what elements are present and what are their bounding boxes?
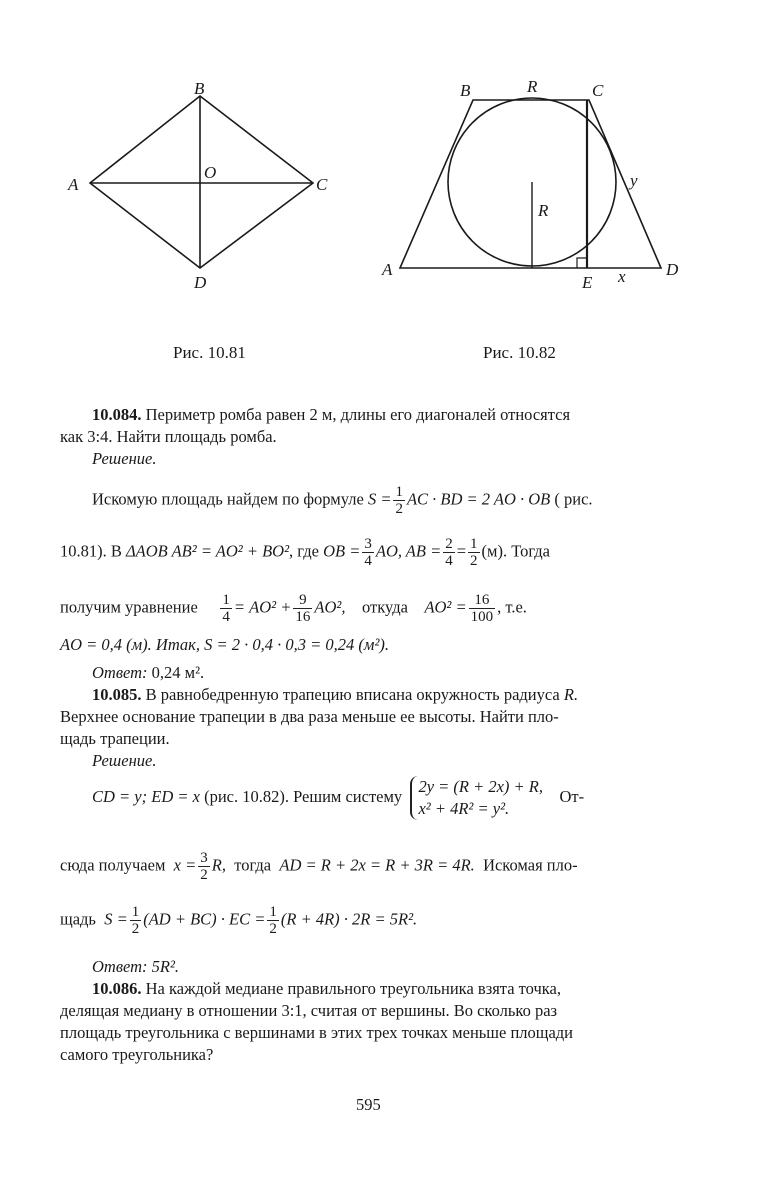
formula: CD = y; ED = x [92, 786, 200, 806]
label-c: C [316, 175, 328, 194]
text: щадь [60, 909, 96, 929]
p085-line1 [92, 684, 578, 706]
fraction [468, 536, 480, 569]
p085-sol-line2 [60, 850, 578, 883]
fraction [220, 592, 232, 625]
label-x: x [618, 267, 626, 286]
numerator: 9 [293, 592, 312, 609]
denominator: 4 [364, 553, 372, 569]
fraction [130, 904, 142, 937]
p085-line3: щадь трапеции. [60, 729, 170, 748]
answer-value: 0,24 м². [147, 663, 205, 682]
formula: R. [563, 685, 579, 704]
formula: AO², [314, 597, 346, 617]
answer-value: 5R². [147, 957, 180, 976]
label-e: E [582, 273, 593, 292]
denominator: 2 [200, 867, 208, 883]
label-a: A [68, 175, 79, 194]
page-number: 595 [356, 1095, 381, 1114]
numerator: 1 [131, 904, 140, 920]
numerator: 1 [222, 592, 230, 608]
formula: AO, AB = [375, 541, 442, 561]
text: Искомая пло- [483, 855, 578, 875]
p085-number: 10.085. [92, 685, 142, 704]
text: тогда [234, 855, 272, 875]
p086-number: 10.086. [92, 979, 142, 998]
text: (рис. 10.82). Решим систему [199, 786, 403, 806]
text: Искомую площадь найдем по формуле [92, 489, 368, 509]
label-b: B [460, 81, 471, 100]
equation-1: 2y = (R + 2x) + R, [418, 777, 544, 796]
formula: S = [104, 909, 128, 929]
label-r-mid: R [538, 201, 549, 220]
label-c: C [592, 81, 604, 100]
p084-line2: как 3:4. Найти площадь ромба. [60, 427, 277, 446]
p086-line1 [92, 978, 561, 1000]
text: сюда получаем [60, 855, 166, 875]
p084-sol-line2 [60, 536, 550, 569]
label-y: y [630, 171, 638, 190]
p086-line2: делящая медиану в отношении 3:1, считая от вершины. Во сколько раз [60, 1001, 558, 1020]
numerator: 3 [200, 850, 208, 866]
p085-solution-label: Решение. [92, 751, 157, 770]
text: получим уравнение [60, 597, 198, 617]
formula: R, [211, 855, 226, 875]
answer-label: Ответ: [92, 663, 148, 682]
p085-answer [92, 956, 179, 978]
label-b: B [194, 79, 205, 98]
p084-text1: Периметр ромба равен 2 м, длины его диагоналей относятся [141, 405, 571, 424]
p085-line2: Верхнее основание трапеции в два раза меньше ее высоты. Найти пло- [60, 707, 559, 726]
numerator: 3 [364, 536, 372, 552]
formula: S = [367, 489, 392, 509]
numerator: 1 [470, 536, 478, 552]
p085-sol-line1 [92, 776, 584, 820]
text: , где [289, 541, 324, 561]
figure-rhombus [60, 70, 350, 300]
caption-fig-10-82: Рис. 10.82 [483, 343, 556, 362]
text: откуда [361, 597, 408, 617]
formula: x = [173, 855, 197, 875]
text: , т.е. [497, 597, 527, 617]
numerator: 1 [269, 904, 277, 920]
answer-label: Ответ: [92, 957, 148, 976]
p084-sol-line1 [92, 484, 593, 517]
fraction [362, 536, 374, 569]
fraction [267, 904, 279, 937]
text: (м). Тогда [481, 541, 550, 561]
denominator: 2 [131, 921, 140, 937]
text: На каждой медиане правильного треугольника взята точка, [141, 979, 561, 998]
numerator: 16 [469, 592, 496, 609]
p084-answer [92, 662, 204, 684]
fraction [443, 536, 455, 569]
formula: ΔAOB AB² = AO² + BO² [126, 541, 290, 561]
denominator: 4 [222, 609, 230, 625]
p084-line1 [92, 404, 570, 426]
fraction [393, 484, 405, 517]
label-r-top: R [527, 77, 538, 96]
formula: AC · BD = 2 AO · OB [406, 489, 551, 509]
p086-line4: самого треугольника? [60, 1045, 214, 1064]
formula: (AD + BC) · EC = [143, 909, 266, 929]
formula: AD = R + 2x = R + 3R = 4R. [279, 855, 475, 875]
right-angle-mark [577, 258, 587, 268]
equation-system [410, 776, 543, 820]
fraction [293, 592, 312, 625]
denominator: 16 [295, 609, 311, 625]
formula: AO² = [424, 597, 467, 617]
p084-number: 10.084. [92, 405, 142, 424]
label-d: D [194, 273, 207, 292]
denominator: 100 [470, 609, 494, 625]
equation-2: x² + 4R² = y². [418, 799, 510, 818]
caption-fig-10-81: Рис. 10.81 [173, 343, 246, 362]
label-a: A [382, 260, 393, 279]
formula: = AO² + [233, 597, 292, 617]
label-d: D [666, 260, 679, 279]
numerator: 2 [445, 536, 453, 552]
equals: = [456, 541, 467, 561]
p084-sol-line3 [60, 592, 527, 625]
rhombus-outline [90, 96, 313, 268]
fraction [198, 850, 210, 883]
fraction [469, 592, 496, 625]
text: В равнобедренную трапецию вписана окружность радиуса [141, 685, 564, 704]
p084-solution-label: Решение. [92, 449, 157, 468]
label-o: O [204, 163, 217, 182]
denominator: 2 [395, 501, 403, 517]
p086-line3: площадь треугольника с вершинами в этих трех точках меньше площади [60, 1023, 574, 1042]
text: ( рис. [550, 489, 593, 509]
denominator: 2 [470, 553, 478, 569]
numerator: 1 [395, 484, 403, 500]
p084-sol-line4: AO = 0,4 (м). Итак, S = 2 · 0,4 · 0,3 = 0,24 (м²). [60, 635, 390, 654]
figure-trapezoid [370, 70, 690, 300]
denominator: 2 [269, 921, 277, 937]
trapezoid-outline [400, 100, 661, 268]
text: От- [559, 786, 585, 806]
denominator: 4 [445, 553, 453, 569]
p085-sol-line3 [60, 904, 417, 937]
formula: (R + 4R) · 2R = 5R². [280, 909, 418, 929]
text: 10.81). В [60, 541, 126, 561]
formula: OB = [323, 541, 361, 561]
